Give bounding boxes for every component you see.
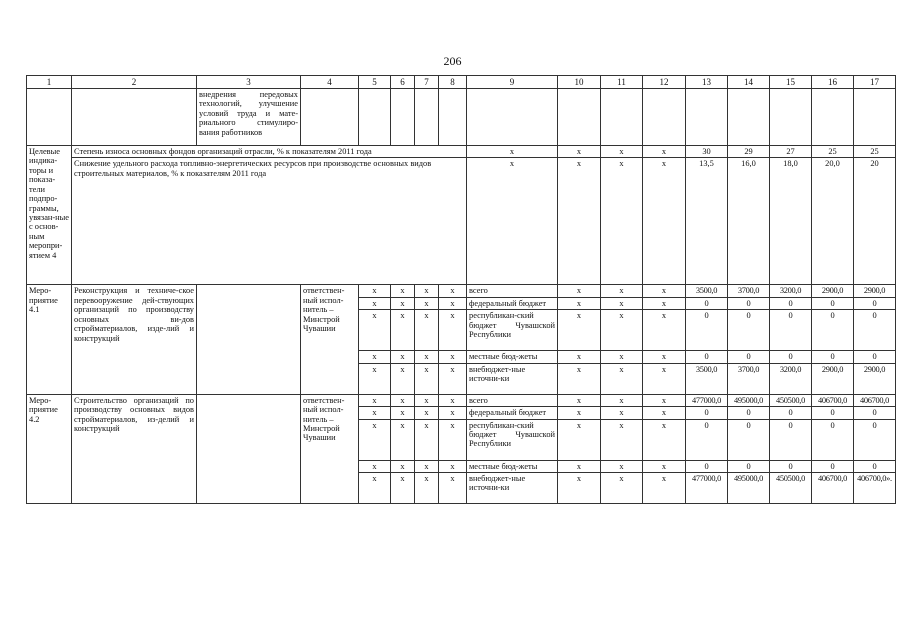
x-mark: х: [643, 472, 686, 503]
x-mark: х: [643, 460, 686, 472]
empty-cell: [812, 89, 854, 146]
x-mark: х: [415, 460, 439, 472]
column-header: 13: [686, 76, 728, 89]
x-mark: х: [643, 394, 686, 406]
indicator-text: Снижение удельного расхода топливно-энергетических ресурсов при производстве основных видов строительных материалов, % к показателям 2011 года: [72, 158, 467, 285]
funding-value: 2900,0: [812, 363, 854, 394]
x-mark: х: [643, 158, 686, 285]
empty-cell: [728, 89, 770, 146]
column-header: 11: [601, 76, 643, 89]
funding-value: 0: [770, 460, 812, 472]
funding-value: 3700,0: [728, 285, 770, 297]
funding-source: республикан-ский бюджет Чувашской Республики: [467, 310, 558, 351]
column-header: 12: [643, 76, 686, 89]
activity-label: Меро-приятие 4.2: [27, 394, 72, 503]
funding-source: всего: [467, 285, 558, 297]
funding-value: 0: [728, 460, 770, 472]
column-header: 15: [770, 76, 812, 89]
column-header: 10: [558, 76, 601, 89]
continuation-row: [27, 89, 896, 146]
indicator-row: [27, 146, 896, 158]
x-mark: х: [439, 351, 467, 363]
funding-value: 0: [854, 407, 896, 419]
x-mark: х: [391, 285, 415, 297]
funding-value: 0: [728, 297, 770, 309]
activity-row: [27, 394, 896, 406]
x-mark: х: [391, 297, 415, 309]
funding-value: 0: [854, 310, 896, 351]
funding-value: 2900,0: [812, 285, 854, 297]
x-mark: х: [601, 419, 643, 460]
funding-source: федеральный бюджет: [467, 407, 558, 419]
empty-cell: [601, 89, 643, 146]
funding-value: 0: [686, 351, 728, 363]
funding-value: 2900,0: [854, 285, 896, 297]
x-mark: х: [439, 285, 467, 297]
funding-value: 0: [812, 297, 854, 309]
funding-value: 0: [812, 460, 854, 472]
funding-source: всего: [467, 394, 558, 406]
funding-value: 477000,0: [686, 472, 728, 503]
x-mark: х: [601, 394, 643, 406]
x-mark: х: [601, 472, 643, 503]
x-mark: х: [467, 158, 558, 285]
x-mark: х: [467, 146, 558, 158]
funding-value: 450500,0: [770, 472, 812, 503]
empty-cell: [359, 89, 391, 146]
indicator-value: 29: [728, 146, 770, 158]
x-mark: х: [601, 351, 643, 363]
x-mark: х: [643, 146, 686, 158]
funding-value: 406700,0: [854, 394, 896, 406]
x-mark: х: [439, 394, 467, 406]
funding-value: 406700,0».: [854, 472, 896, 503]
x-mark: х: [643, 297, 686, 309]
empty-cell: [467, 89, 558, 146]
x-mark: х: [558, 460, 601, 472]
indicator-row: [27, 158, 896, 285]
x-mark: х: [391, 394, 415, 406]
x-mark: х: [415, 407, 439, 419]
funding-source: республикан-ский бюджет Чувашской Республики: [467, 419, 558, 460]
column-header: 6: [391, 76, 415, 89]
x-mark: х: [415, 363, 439, 394]
indicator-value: 16,0: [728, 158, 770, 285]
funding-source: внебюджет-ные источни-ки: [467, 472, 558, 503]
x-mark: х: [643, 419, 686, 460]
x-mark: х: [391, 460, 415, 472]
funding-value: 0: [728, 310, 770, 351]
x-mark: х: [558, 297, 601, 309]
funding-value: 0: [770, 351, 812, 363]
x-mark: х: [415, 394, 439, 406]
empty-cell: [854, 89, 896, 146]
indicator-value: 25: [812, 146, 854, 158]
indicator-value: 27: [770, 146, 812, 158]
indicators-label: Целевые индика-торы и показа-тели подпро-граммы, увязан-ные с основ-ным меропри-ятием 4: [27, 146, 72, 285]
funding-value: 0: [770, 407, 812, 419]
activity-executor: ответствен-ный испол-нитель – Минстрой Чувашии: [301, 394, 359, 503]
funding-value: 0: [812, 351, 854, 363]
x-mark: х: [359, 472, 391, 503]
activity-executor: ответствен-ный испол-нитель – Минстрой Чувашии: [301, 285, 359, 394]
indicator-value: 30: [686, 146, 728, 158]
funding-value: 0: [770, 297, 812, 309]
empty-cell: [439, 89, 467, 146]
empty-cell: [415, 89, 439, 146]
x-mark: х: [391, 351, 415, 363]
column-header: 16: [812, 76, 854, 89]
x-mark: х: [359, 297, 391, 309]
x-mark: х: [601, 363, 643, 394]
funding-value: 0: [686, 460, 728, 472]
funding-value: 0: [770, 419, 812, 460]
x-mark: х: [359, 460, 391, 472]
x-mark: х: [415, 419, 439, 460]
column-header: 17: [854, 76, 896, 89]
funding-value: 0: [854, 351, 896, 363]
column-header: 8: [439, 76, 467, 89]
funding-value: 0: [728, 419, 770, 460]
funding-value: 0: [686, 310, 728, 351]
funding-value: 0: [812, 419, 854, 460]
x-mark: х: [439, 297, 467, 309]
funding-value: 477000,0: [686, 394, 728, 406]
x-mark: х: [558, 394, 601, 406]
activity-name: Реконструкция и техниче-ское перевооружение дей-ствующих организаций по производству основных ви-дов стройматериалов, изде-лий и конструкций: [72, 285, 197, 394]
x-mark: х: [415, 310, 439, 351]
x-mark: х: [558, 419, 601, 460]
x-mark: х: [558, 407, 601, 419]
funding-source: федеральный бюджет: [467, 297, 558, 309]
x-mark: х: [439, 310, 467, 351]
x-mark: х: [643, 351, 686, 363]
funding-value: 3500,0: [686, 285, 728, 297]
header-row: [27, 76, 896, 89]
funding-source: местные бюд-жеты: [467, 460, 558, 472]
x-mark: х: [359, 285, 391, 297]
x-mark: х: [558, 146, 601, 158]
column-header: 2: [72, 76, 197, 89]
funding-value: 450500,0: [770, 394, 812, 406]
column-header: 1: [27, 76, 72, 89]
funding-value: 0: [728, 407, 770, 419]
x-mark: х: [439, 407, 467, 419]
funding-value: 2900,0: [854, 363, 896, 394]
column-header: 4: [301, 76, 359, 89]
x-mark: х: [643, 285, 686, 297]
funding-value: 0: [812, 407, 854, 419]
x-mark: х: [391, 419, 415, 460]
x-mark: х: [558, 310, 601, 351]
funding-value: 406700,0: [812, 472, 854, 503]
x-mark: х: [415, 297, 439, 309]
indicator-value: 25: [854, 146, 896, 158]
x-mark: х: [415, 472, 439, 503]
x-mark: х: [359, 351, 391, 363]
x-mark: х: [391, 472, 415, 503]
x-mark: х: [415, 285, 439, 297]
indicator-value: 13,5: [686, 158, 728, 285]
x-mark: х: [601, 310, 643, 351]
x-mark: х: [601, 285, 643, 297]
funding-value: 0: [728, 351, 770, 363]
empty-cell: [27, 89, 72, 146]
x-mark: х: [391, 407, 415, 419]
funding-value: 0: [854, 419, 896, 460]
indicator-value: 20: [854, 158, 896, 285]
continuation-text: внедрения передовых технологий, улучшение условий труда и мате-риального стимулиро-вания работников: [197, 89, 301, 146]
page-number: 206: [443, 54, 462, 68]
funding-value: 406700,0: [812, 394, 854, 406]
x-mark: х: [359, 419, 391, 460]
empty-cell: [197, 285, 301, 394]
funding-value: 0: [854, 297, 896, 309]
activity-row: [27, 285, 896, 297]
funding-value: 0: [686, 407, 728, 419]
empty-cell: [643, 89, 686, 146]
x-mark: х: [359, 310, 391, 351]
funding-value: 3200,0: [770, 285, 812, 297]
funding-source: местные бюд-жеты: [467, 351, 558, 363]
funding-value: 3500,0: [686, 363, 728, 394]
x-mark: х: [439, 460, 467, 472]
funding-source: внебюджет-ные источни-ки: [467, 363, 558, 394]
indicator-value: 20,0: [812, 158, 854, 285]
funding-value: 3700,0: [728, 363, 770, 394]
funding-value: 3200,0: [770, 363, 812, 394]
x-mark: х: [601, 407, 643, 419]
empty-cell: [72, 89, 197, 146]
empty-cell: [391, 89, 415, 146]
x-mark: х: [643, 407, 686, 419]
x-mark: х: [601, 158, 643, 285]
program-table: [26, 75, 896, 504]
x-mark: х: [391, 310, 415, 351]
x-mark: х: [558, 472, 601, 503]
empty-cell: [770, 89, 812, 146]
x-mark: х: [439, 472, 467, 503]
indicator-value: 18,0: [770, 158, 812, 285]
funding-value: 495000,0: [728, 472, 770, 503]
column-header: 7: [415, 76, 439, 89]
activity-label: Меро-приятие 4.1: [27, 285, 72, 394]
column-header: 14: [728, 76, 770, 89]
x-mark: х: [558, 363, 601, 394]
x-mark: х: [391, 363, 415, 394]
indicator-text: Степень износа основных фондов организаций отрасли, % к показателям 2011 года: [72, 146, 467, 158]
x-mark: х: [558, 158, 601, 285]
x-mark: х: [359, 363, 391, 394]
x-mark: х: [643, 363, 686, 394]
x-mark: х: [558, 351, 601, 363]
column-header: 3: [197, 76, 301, 89]
x-mark: х: [558, 285, 601, 297]
funding-value: 0: [686, 419, 728, 460]
empty-cell: [197, 394, 301, 503]
funding-value: 495000,0: [728, 394, 770, 406]
funding-value: 0: [812, 310, 854, 351]
empty-cell: [301, 89, 359, 146]
empty-cell: [686, 89, 728, 146]
x-mark: х: [601, 146, 643, 158]
x-mark: х: [601, 297, 643, 309]
funding-value: 0: [854, 460, 896, 472]
x-mark: х: [415, 351, 439, 363]
funding-value: 0: [770, 310, 812, 351]
activity-name: Строительство организаций по производству основных видов стройматериалов, из-делий и конструкций: [72, 394, 197, 503]
funding-value: 0: [686, 297, 728, 309]
x-mark: х: [601, 460, 643, 472]
x-mark: х: [643, 310, 686, 351]
empty-cell: [558, 89, 601, 146]
column-header: 9: [467, 76, 558, 89]
x-mark: х: [439, 363, 467, 394]
x-mark: х: [439, 419, 467, 460]
x-mark: х: [359, 394, 391, 406]
x-mark: х: [359, 407, 391, 419]
column-header: 5: [359, 76, 391, 89]
